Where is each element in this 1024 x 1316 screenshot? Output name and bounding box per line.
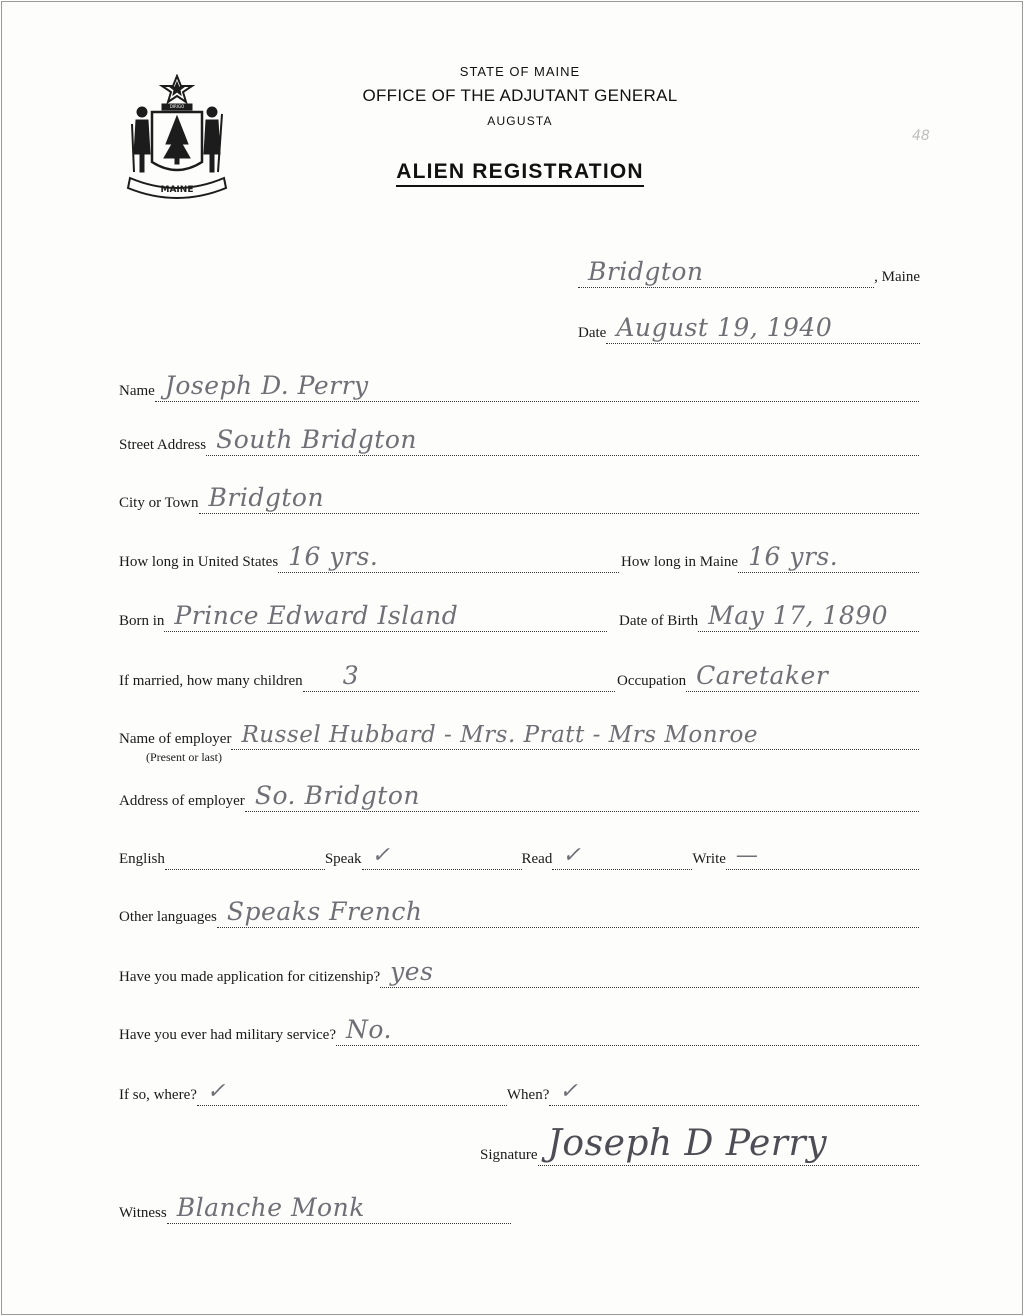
born-value: Prince Edward Island <box>174 601 459 630</box>
town-suffix: , Maine <box>874 269 920 285</box>
signature-value: Joseph D Perry <box>547 1123 828 1164</box>
where-when-row <box>119 1070 919 1106</box>
seal-state-name: MAINE <box>160 185 194 195</box>
children-label: If married, how many children <box>119 673 303 689</box>
born-line <box>164 597 607 632</box>
us-years-line <box>278 538 619 573</box>
form-title-text: ALIEN REGISTRATION <box>396 160 644 187</box>
file-mark: 48 <box>912 128 930 144</box>
state-heading: STATE OF MAINE <box>459 64 581 79</box>
when-value: ✓ <box>559 1079 579 1104</box>
date-line <box>606 309 920 344</box>
where-label: If so, where? <box>119 1087 197 1103</box>
street-row <box>119 420 919 456</box>
maine-years-line <box>738 538 919 573</box>
street-value: South Bridgton <box>216 425 417 454</box>
maine-state-seal-icon <box>122 74 232 204</box>
office-heading: OFFICE OF THE ADJUTANT GENERAL <box>362 86 678 105</box>
english-row <box>119 834 919 870</box>
street-line <box>206 421 919 456</box>
name-label: Name <box>119 383 155 399</box>
employer-row <box>119 714 919 750</box>
military-value: No. <box>346 1015 392 1044</box>
street-label: Street Address <box>119 437 207 453</box>
occupation-value: Caretaker <box>696 661 829 690</box>
born-label: Born in <box>119 613 165 629</box>
employer-address-value: So. Bridgton <box>254 781 420 810</box>
employer-address-line <box>245 777 919 812</box>
name-row <box>119 366 919 402</box>
employer-line <box>231 715 919 750</box>
date-value: August 19, 1940 <box>616 313 833 342</box>
occupation-row <box>617 656 919 692</box>
town-line <box>578 253 874 288</box>
name-value: Joseph D. Perry <box>164 371 369 400</box>
date-row <box>578 308 920 344</box>
english-line <box>165 835 325 870</box>
where-line <box>197 1071 507 1106</box>
citizenship-label: Have you made application for citizenship? <box>119 969 381 985</box>
signature-row <box>480 1123 919 1166</box>
witness-value: Blanche Monk <box>176 1193 365 1222</box>
employer-value: Russel Hubbard - Mrs. Pratt - Mrs Monroe <box>241 722 758 748</box>
city-heading: AUGUSTA <box>487 114 553 128</box>
read-label: Read <box>521 851 553 867</box>
citizenship-line <box>380 953 919 988</box>
seal-motto: DIRIGO <box>169 104 185 109</box>
dob-label: Date of Birth <box>619 613 699 629</box>
witness-label: Witness <box>119 1205 167 1221</box>
us-years-row <box>119 537 619 573</box>
write-line <box>726 835 919 870</box>
speak-label: Speak <box>324 851 362 867</box>
read-line <box>552 835 692 870</box>
witness-line <box>167 1189 511 1224</box>
when-label: When? <box>506 1087 550 1103</box>
employer-address-label: Address of employer <box>119 793 245 809</box>
military-line <box>336 1011 919 1046</box>
maine-years-label: How long in Maine <box>621 554 739 570</box>
english-label: English <box>119 851 165 867</box>
maine-years-value: 16 yrs. <box>748 542 839 571</box>
city-value: Bridgton <box>208 483 325 512</box>
occupation-label: Occupation <box>617 673 687 689</box>
witness-row <box>119 1188 511 1224</box>
children-line <box>303 657 615 692</box>
military-row <box>119 1010 919 1046</box>
write-label: Write <box>692 851 726 867</box>
dob-row <box>619 596 919 632</box>
maine-years-row <box>621 537 919 573</box>
name-line <box>155 367 919 402</box>
signature-label: Signature <box>480 1147 538 1163</box>
other-languages-label: Other languages <box>119 909 217 925</box>
citizenship-value: yes <box>390 957 434 986</box>
employer-address-row <box>119 776 919 812</box>
dob-line <box>698 597 919 632</box>
city-row <box>119 478 919 514</box>
form-title <box>340 160 700 184</box>
speak-value: ✓ <box>371 843 391 868</box>
town-value: Bridgton <box>588 257 704 286</box>
write-value: — <box>735 843 759 868</box>
read-value: ✓ <box>562 843 582 868</box>
us-years-label: How long in United States <box>119 554 279 570</box>
employer-sublabel: (Present or last) <box>146 750 222 764</box>
employer-label: Name of employer <box>119 731 232 747</box>
us-years-value: 16 yrs. <box>288 542 379 571</box>
where-value: ✓ <box>206 1079 226 1104</box>
town-row <box>578 252 920 288</box>
dob-value: May 17, 1890 <box>708 601 889 630</box>
other-languages-row <box>119 892 919 928</box>
other-languages-value: Speaks French <box>226 897 423 926</box>
city-label: City or Town <box>119 495 199 511</box>
children-row <box>119 656 615 692</box>
city-line <box>199 479 919 514</box>
children-value: 3 <box>342 661 360 690</box>
speak-line <box>362 835 522 870</box>
other-languages-line <box>217 893 919 928</box>
citizenship-row <box>119 952 919 988</box>
signature-line <box>538 1123 920 1166</box>
born-row <box>119 596 607 632</box>
military-label: Have you ever had military service? <box>119 1027 336 1043</box>
occupation-line <box>686 657 919 692</box>
date-label: Date <box>578 325 607 341</box>
when-line <box>549 1071 919 1106</box>
